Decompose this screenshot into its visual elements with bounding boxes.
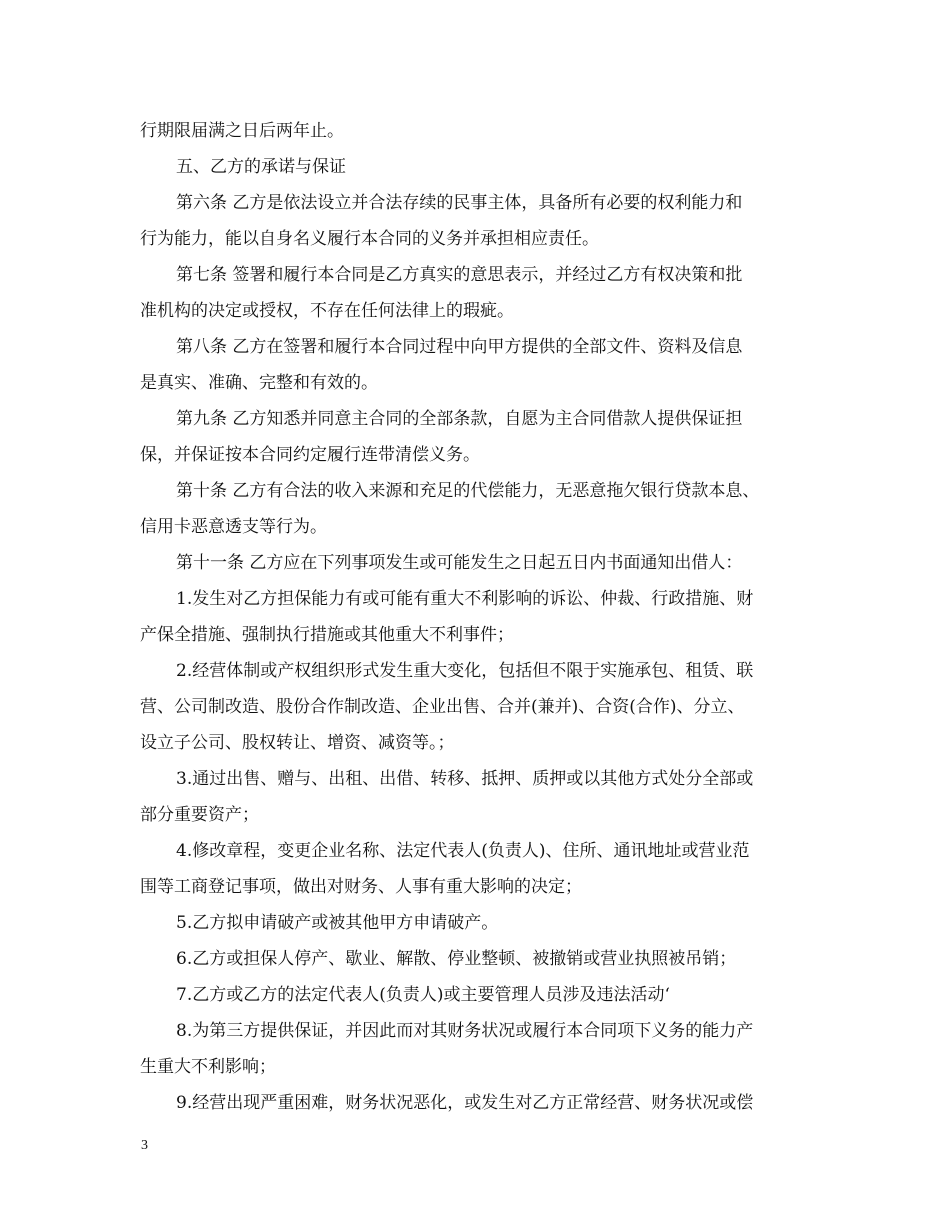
paragraph: [140, 473, 820, 545]
text-line: 营、公司制改造、股份合作制改造、企业出售、合并(兼并)、合资(合作)、分立、: [140, 697, 745, 717]
text-line: 准机构的决定或授权，不存在任何法律上的瑕疵。: [140, 301, 514, 321]
paragraph: [140, 761, 820, 833]
paragraph: [140, 401, 820, 473]
text-line: 部分重要资产；: [140, 805, 259, 825]
paragraph: [140, 833, 820, 905]
text-line: 设立子公司、股权转让、增资、减资等。；: [140, 733, 455, 753]
text-line: 第八条 乙方在签署和履行本合同过程中向甲方提供的全部文件、资料及信息: [176, 337, 743, 357]
text-line: 第十一条 乙方应在下列事项发生或可能发生之日起五日内书面通知出借人：: [176, 553, 743, 573]
text-line: 围等工商登记事项，做出对财务、人事有重大影响的决定；: [140, 877, 582, 897]
text-line: 第十条 乙方有合法的收入来源和充足的代偿能力，无恶意拖欠银行贷款本息、: [176, 481, 760, 501]
paragraph: [140, 149, 820, 185]
text-line: 3.通过出售、赠与、出租、出借、转移、抵押、质押或以其他方式处分全部或: [176, 769, 754, 789]
paragraph: [140, 1085, 820, 1121]
text-line: 8.为第三方提供保证，并因此而对其财务状况或履行本合同项下义务的能力产: [176, 1021, 754, 1041]
paragraph: [140, 113, 820, 149]
text-line: 行期限届满之日后两年止。: [140, 121, 344, 141]
paragraph: [140, 905, 820, 941]
text-line: 第九条 乙方知悉并同意主合同的全部条款，自愿为主合同借款人提供保证担: [176, 409, 743, 429]
paragraph: [140, 257, 820, 329]
text-line: 2.经营体制或产权组织形式发生重大变化，包括但不限于实施承包、租赁、联: [176, 661, 754, 681]
text-line: 第六条 乙方是依法设立并合法存续的民事主体，具备所有必要的权利能力和: [176, 193, 743, 213]
text-line: 6.乙方或担保人停产、歇业、解散、停业整顿、被撤销或营业执照被吊销；: [176, 949, 737, 969]
text-line: 生重大不利影响；: [140, 1057, 276, 1077]
text-line: 信用卡恶意透支等行为。: [140, 517, 327, 537]
paragraph: [140, 545, 820, 581]
text-line: 保，并保证按本合同约定履行连带清偿义务。: [140, 445, 480, 465]
paragraph: [140, 977, 820, 1013]
text-line: 是真实、准确、完整和有效的。: [140, 373, 378, 393]
text-line: 第七条 签署和履行本合同是乙方真实的意思表示，并经过乙方有权决策和批: [176, 265, 743, 285]
text-line: 1.发生对乙方担保能力有或可能有重大不利影响的诉讼、仲裁、行政措施、财: [176, 589, 754, 609]
text-line: 9.经营出现严重困难，财务状况恶化，或发生对乙方正常经营、财务状况或偿: [176, 1093, 754, 1113]
text-line: 五、乙方的承诺与保证: [176, 157, 346, 177]
paragraph: [140, 329, 820, 401]
text-line: 7.乙方或乙方的法定代表人(负责人)或主要管理人员涉及违法活动‘: [176, 985, 670, 1005]
paragraph: [140, 653, 820, 761]
text-line: 5.乙方拟申请破产或被其他甲方申请破产。: [176, 913, 499, 933]
text-line: 4.修改章程，变更企业名称、法定代表人(负责人)、住所、通讯地址或营业范: [176, 841, 750, 861]
document-body: [140, 113, 820, 1121]
page-number: 3: [141, 1138, 148, 1153]
text-line: 行为能力，能以自身名义履行本合同的义务并承担相应责任。: [140, 229, 599, 249]
paragraph: [140, 941, 820, 977]
text-line: 产保全措施、强制执行措施或其他重大不利事件；: [140, 625, 514, 645]
paragraph: [140, 185, 820, 257]
paragraph: [140, 1013, 820, 1085]
paragraph: [140, 581, 820, 653]
